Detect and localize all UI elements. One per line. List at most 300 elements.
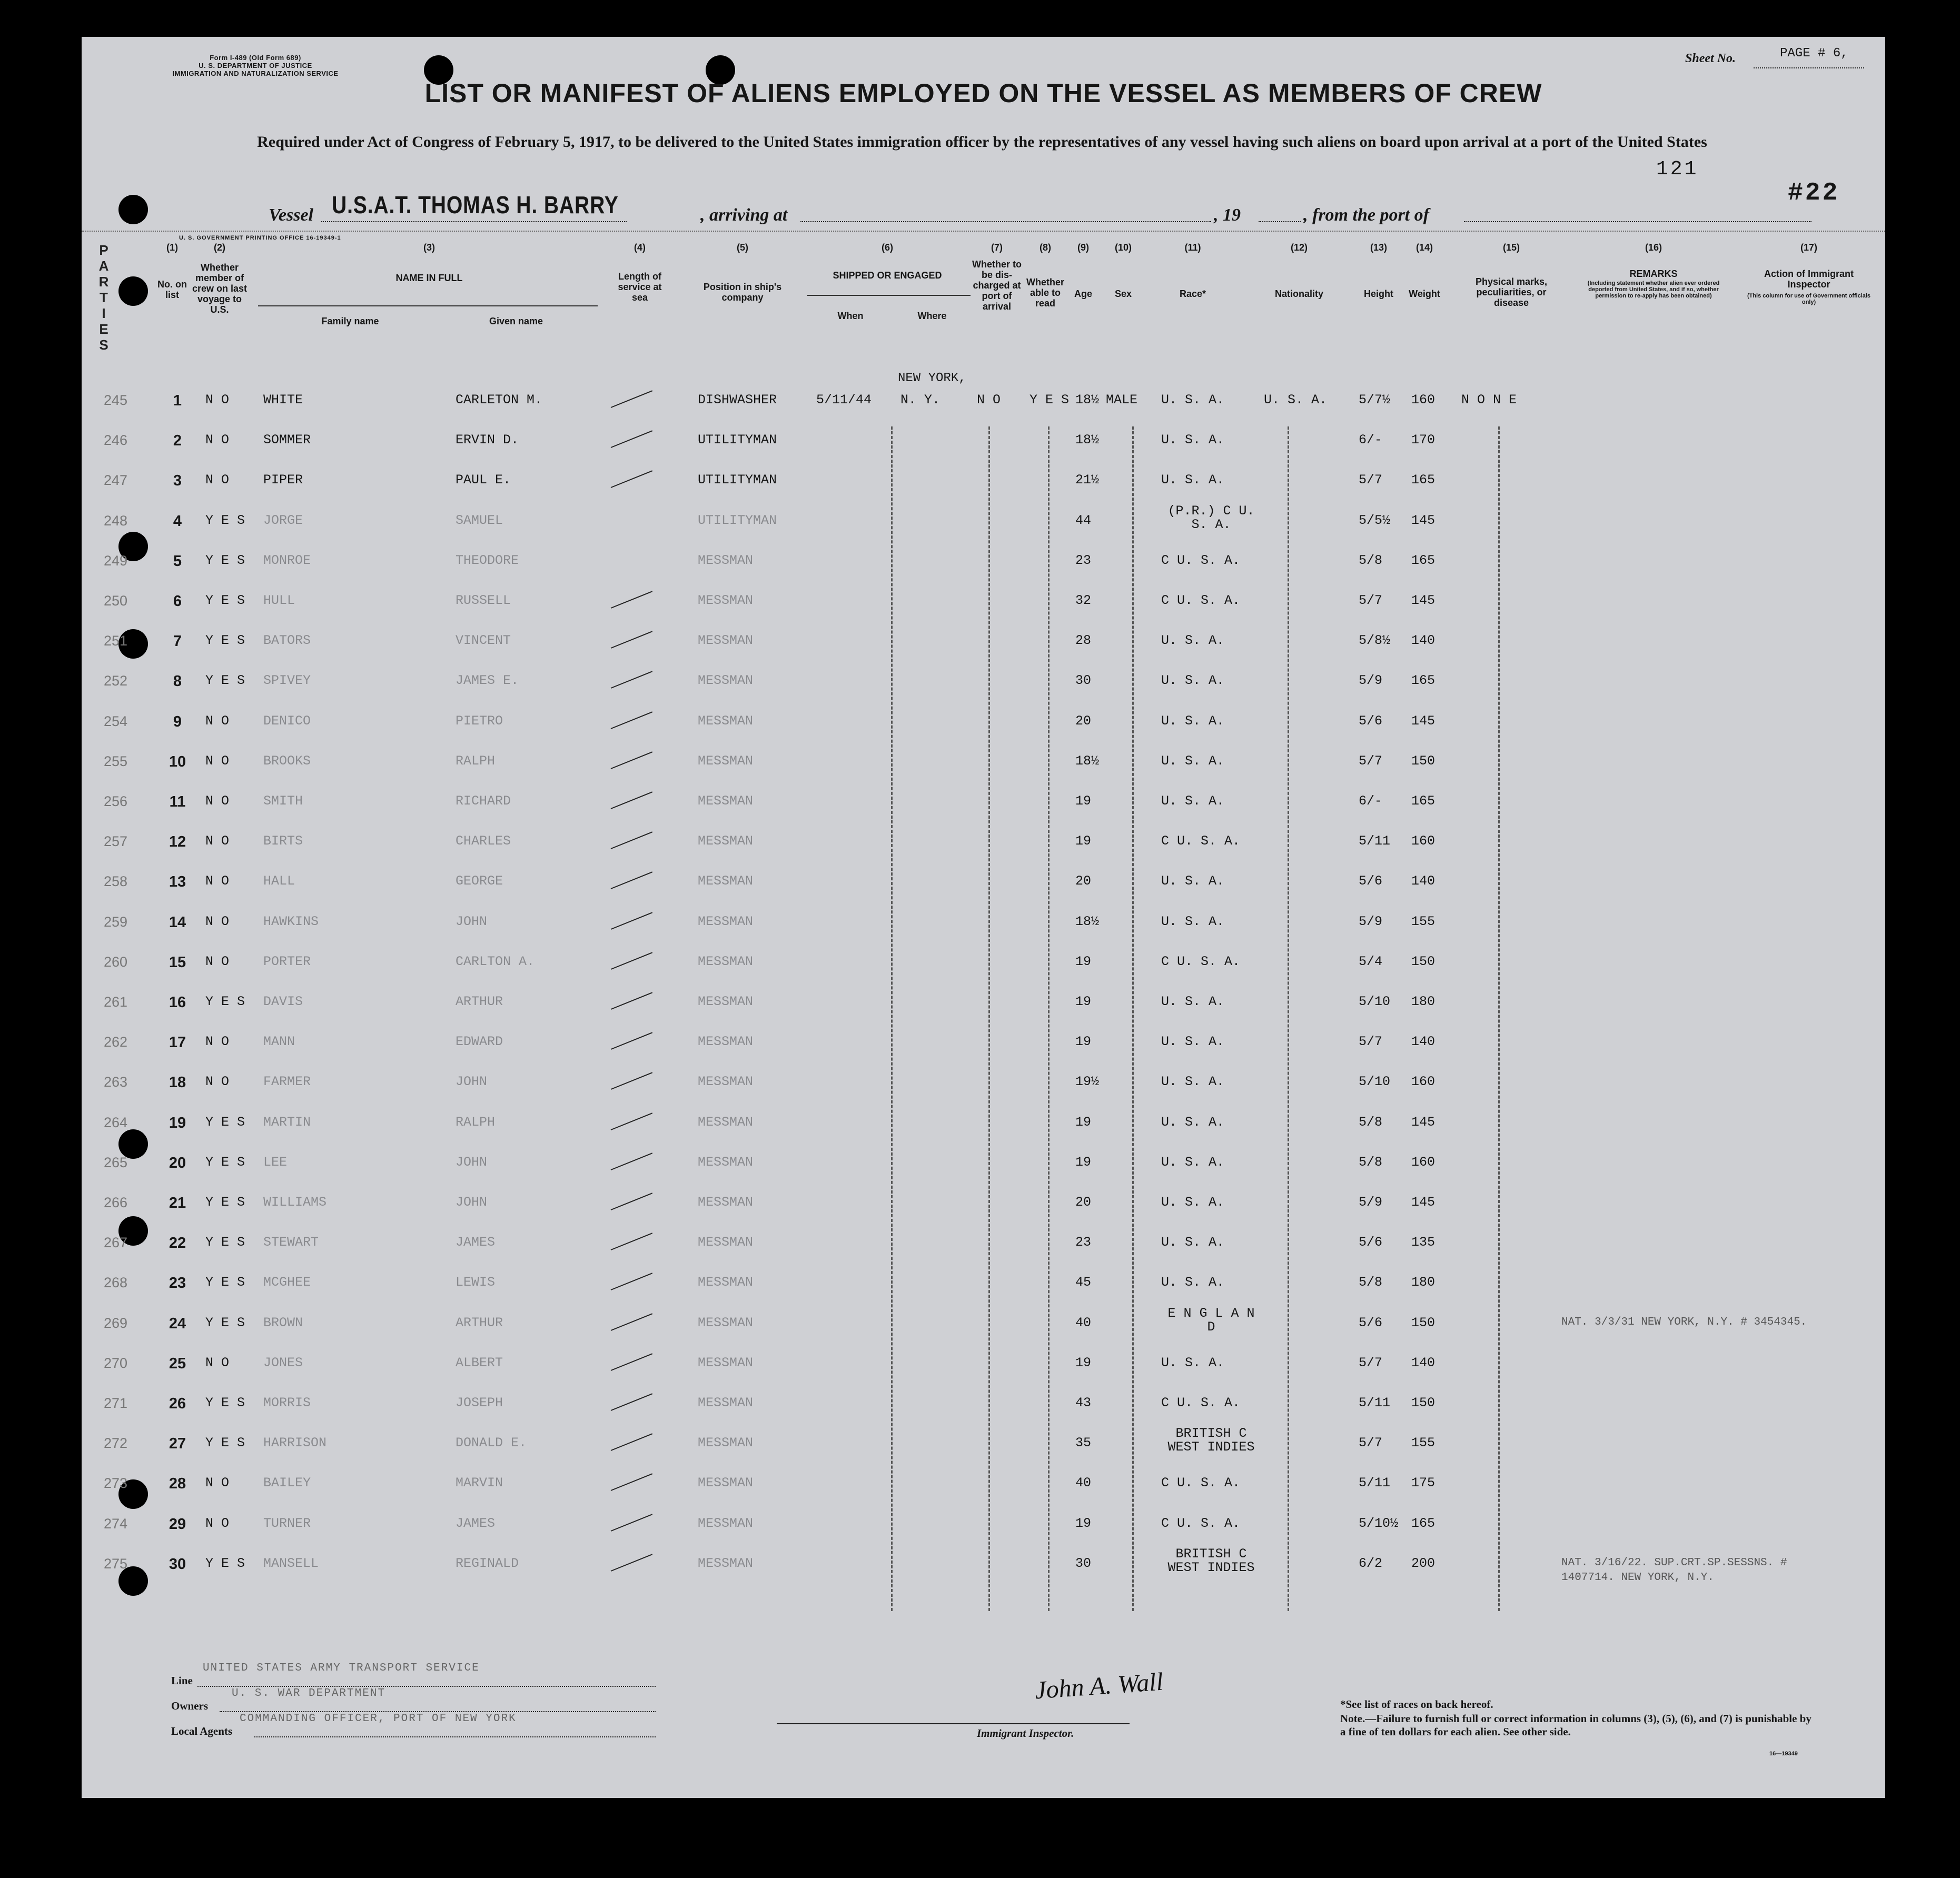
row-weight: 180 — [1411, 994, 1436, 1009]
row-race: U. S. A. — [1161, 873, 1225, 889]
row-given-name: RALPH — [456, 1114, 496, 1130]
row-age: 43 — [1075, 1395, 1092, 1410]
row-sequence-number: 256 — [104, 793, 128, 809]
table-row — [82, 392, 1885, 413]
service-length-mark — [611, 1433, 653, 1451]
row-age: 20 — [1075, 713, 1092, 729]
row-age: 30 — [1075, 1555, 1092, 1571]
row-position: MESSMAN — [698, 913, 754, 929]
row-height: 5/7 — [1359, 593, 1383, 608]
row-list-number: 17 — [169, 1034, 186, 1051]
sheet-line — [1754, 67, 1864, 68]
row-nationality: U. S. A. — [1264, 392, 1328, 408]
row-crew-last-voyage: Y E S — [205, 1435, 245, 1451]
row-position: MESSMAN — [698, 1355, 754, 1370]
row-crew-last-voyage: Y E S — [205, 1235, 245, 1250]
row-weight: 160 — [1411, 392, 1436, 408]
row-race: C U. S. A. — [1161, 1515, 1241, 1531]
row-height: 5/7 — [1359, 753, 1383, 769]
row-given-name: THEODORE — [456, 552, 519, 568]
row-sequence-number: 274 — [104, 1515, 128, 1532]
row-family-name: TURNER — [263, 1515, 311, 1531]
column-number: (11) — [1184, 242, 1201, 253]
row-position: MESSMAN — [698, 1195, 754, 1210]
where-header-note: NEW YORK, — [898, 371, 966, 385]
row-race: C U. S. A. — [1161, 593, 1241, 608]
column-number: (17) — [1800, 242, 1818, 253]
service-length-mark — [611, 1393, 653, 1411]
row-family-name: DAVIS — [263, 994, 303, 1009]
row-race: U. S. A. — [1161, 1114, 1225, 1130]
row-crew-last-voyage: N O — [205, 1074, 230, 1090]
row-sex: MALE — [1106, 392, 1138, 408]
row-list-number: 26 — [169, 1395, 186, 1412]
row-race: C U. S. A. — [1161, 953, 1241, 969]
from-port-label: , from the port of — [1303, 205, 1429, 225]
row-list-number: 1 — [173, 392, 182, 409]
row-family-name: FARMER — [263, 1074, 311, 1090]
column-number: (8) — [1040, 242, 1051, 253]
column-number: (14) — [1415, 242, 1433, 253]
row-given-name: ARTHUR — [456, 994, 503, 1009]
row-race: BRITISH C WEST INDIES — [1167, 1426, 1255, 1455]
row-height: 6/2 — [1359, 1555, 1383, 1571]
page-note: PAGE # 6, — [1780, 46, 1848, 61]
row-position: MESSMAN — [698, 873, 754, 889]
table-row — [82, 432, 1885, 453]
row-height: 5/4 — [1359, 953, 1383, 969]
row-position: MESSMAN — [698, 1395, 754, 1410]
row-sequence-number: 273 — [104, 1475, 128, 1492]
row-race: C U. S. A. — [1161, 833, 1241, 849]
local-agents-label: Local Agents — [171, 1725, 233, 1737]
service-length-mark — [611, 831, 653, 849]
header-no-on-list: No. on list — [157, 279, 187, 300]
row-weight: 150 — [1411, 1315, 1436, 1330]
row-height: 5/6 — [1359, 873, 1383, 889]
row-weight: 145 — [1411, 713, 1436, 729]
service-length-mark — [611, 1514, 653, 1532]
row-weight: 150 — [1411, 953, 1436, 969]
row-given-name: PIETRO — [456, 713, 503, 729]
penalty-note: Note.—Failure to furnish full or correct information in columns (3), (5), (6), and (7) is punishable by a fine of ten dollars for each alien. See other side. — [1340, 1712, 1811, 1738]
row-list-number: 3 — [173, 472, 182, 490]
header-age: Age — [1074, 289, 1092, 299]
table-row — [82, 503, 1885, 534]
row-given-name: JAMES — [456, 1515, 496, 1531]
table-row — [82, 1235, 1885, 1256]
header-nationality: Nationality — [1274, 289, 1323, 299]
row-list-number: 13 — [169, 873, 186, 891]
table-row — [82, 1155, 1885, 1176]
row-race: U. S. A. — [1161, 753, 1225, 769]
row-given-name: RALPH — [456, 753, 496, 769]
row-sequence-number: 268 — [104, 1275, 128, 1291]
row-family-name: MANSELL — [263, 1555, 319, 1571]
row-crew-last-voyage: N O — [205, 1034, 230, 1050]
table-row — [82, 954, 1885, 975]
row-sequence-number: 252 — [104, 673, 128, 689]
row-race: U. S. A. — [1161, 432, 1225, 448]
row-list-number: 21 — [169, 1195, 186, 1211]
row-given-name: RICHARD — [456, 793, 511, 809]
service-length-mark — [611, 591, 653, 609]
row-given-name: GEORGE — [456, 873, 503, 889]
header-physical-marks: Physical marks, peculiarities, or disease — [1475, 276, 1548, 308]
agents-value: COMMANDING OFFICER, PORT OF NEW YORK — [240, 1713, 517, 1725]
inspector-label: Immigrant Inspector. — [977, 1727, 1074, 1740]
printing-office-line: U. S. GOVERNMENT PRINTING OFFICE 16-19349-1 — [179, 235, 341, 241]
service-length-mark — [611, 992, 653, 1010]
row-race: C U. S. A. — [1161, 552, 1241, 568]
row-height: 5/7 — [1359, 1355, 1383, 1370]
year-label: , 19 — [1214, 205, 1241, 225]
row-physical-marks: N O N E — [1461, 392, 1517, 408]
row-position: MESSMAN — [698, 1555, 754, 1571]
row-race: U. S. A. — [1161, 1154, 1225, 1170]
row-height: 5/9 — [1359, 1195, 1383, 1210]
row-sequence-number: 246 — [104, 432, 128, 449]
row-crew-last-voyage: Y E S — [205, 673, 245, 689]
vessel-label: Vessel — [269, 205, 313, 225]
row-crew-last-voyage: N O — [205, 1515, 230, 1531]
form-number: Form I-489 (Old Form 689) — [210, 54, 301, 62]
row-given-name: PAUL E. — [456, 472, 511, 488]
row-race: C U. S. A. — [1161, 1395, 1241, 1410]
vessel-line — [269, 190, 1811, 226]
row-position: MESSMAN — [698, 593, 754, 608]
row-family-name: WILLIAMS — [263, 1195, 327, 1210]
table-row — [82, 833, 1885, 854]
punch-hole — [118, 195, 148, 224]
service-length-mark — [611, 631, 653, 649]
row-given-name: JOHN — [456, 1195, 488, 1210]
row-given-name: MARVIN — [456, 1475, 503, 1491]
row-age: 23 — [1075, 1235, 1092, 1250]
row-list-number: 15 — [169, 953, 186, 971]
service-length-mark — [611, 1554, 653, 1572]
row-age: 45 — [1075, 1275, 1092, 1290]
row-position: MESSMAN — [698, 1235, 754, 1250]
row-race: U. S. A. — [1161, 1034, 1225, 1050]
table-row — [82, 1275, 1885, 1296]
row-sequence-number: 264 — [104, 1114, 128, 1130]
row-sequence-number: 260 — [104, 953, 128, 970]
row-sequence-number: 262 — [104, 1034, 128, 1050]
row-given-name: ARTHUR — [456, 1315, 503, 1330]
column-number: (10) — [1114, 242, 1132, 253]
row-height: 5/6 — [1359, 1315, 1383, 1330]
row-height: 5/6 — [1359, 713, 1383, 729]
row-family-name: STEWART — [263, 1235, 319, 1250]
row-position: MESSMAN — [698, 793, 754, 809]
service-length-mark — [611, 1273, 653, 1291]
row-height: 5/10½ — [1359, 1515, 1399, 1531]
row-race: U. S. A. — [1161, 1074, 1225, 1090]
row-family-name: JORGE — [263, 512, 303, 528]
row-position: MESSMAN — [698, 1315, 754, 1330]
row-sequence-number: 245 — [104, 392, 128, 408]
row-family-name: BROWN — [263, 1315, 303, 1330]
row-given-name: ALBERT — [456, 1355, 503, 1370]
row-family-name: PORTER — [263, 953, 311, 969]
row-position: MESSMAN — [698, 1154, 754, 1170]
column-number: (12) — [1290, 242, 1308, 253]
table-row — [82, 1395, 1885, 1416]
row-crew-last-voyage: N O — [205, 713, 230, 729]
row-race: U. S. A. — [1161, 633, 1225, 649]
row-family-name: BROOKS — [263, 753, 311, 769]
row-weight: 145 — [1411, 593, 1436, 608]
row-sequence-number: 257 — [104, 833, 128, 850]
row-crew-last-voyage: Y E S — [205, 1315, 245, 1330]
row-crew-last-voyage: Y E S — [205, 1275, 245, 1290]
row-race: U. S. A. — [1161, 1235, 1225, 1250]
row-race: U. S. A. — [1161, 1355, 1225, 1370]
row-list-number: 8 — [173, 673, 182, 690]
manifest-sheet — [82, 37, 1885, 1798]
row-given-name: DONALD E. — [456, 1435, 527, 1451]
row-height: 5/8 — [1359, 1114, 1383, 1130]
row-position: MESSMAN — [698, 953, 754, 969]
row-list-number: 18 — [169, 1074, 186, 1091]
row-weight: 175 — [1411, 1475, 1436, 1491]
row-height: 5/9 — [1359, 673, 1383, 689]
row-discharged: N O — [977, 392, 1001, 408]
service-length-mark — [611, 751, 653, 769]
row-age: 19 — [1075, 1515, 1092, 1531]
service-length-mark — [611, 872, 653, 890]
row-height: 5/8 — [1359, 1275, 1383, 1290]
service-length-mark — [611, 1474, 653, 1492]
row-family-name: MORRIS — [263, 1395, 311, 1410]
row-age: 40 — [1075, 1475, 1092, 1491]
row-race: U. S. A. — [1161, 713, 1225, 729]
row-family-name: SMITH — [263, 793, 303, 809]
header-inspector-action: Action of Immigrant Inspector — [1764, 269, 1854, 290]
row-family-name: MANN — [263, 1034, 295, 1050]
header-race: Race* — [1179, 289, 1206, 299]
row-weight: 165 — [1411, 793, 1436, 809]
row-list-number: 2 — [173, 432, 182, 450]
header-shipped-engaged: SHIPPED OR ENGAGED — [833, 270, 942, 281]
row-weight: 145 — [1411, 512, 1436, 528]
owners-label: Owners — [171, 1700, 208, 1712]
row-age: 28 — [1075, 633, 1092, 649]
row-family-name: BAILEY — [263, 1475, 311, 1491]
row-sequence-number: 249 — [104, 552, 128, 569]
row-family-name: MCGHEE — [263, 1275, 311, 1290]
row-given-name: CARLETON M. — [456, 392, 543, 408]
row-list-number: 20 — [169, 1154, 186, 1171]
header-able-to-read: Whether able to read — [1026, 277, 1064, 309]
row-age: 18½ — [1075, 753, 1100, 769]
service-length-mark — [611, 1112, 653, 1130]
row-family-name: PIPER — [263, 472, 303, 488]
row-list-number: 28 — [169, 1475, 186, 1493]
row-given-name: JOHN — [456, 1154, 488, 1170]
row-weight: 160 — [1411, 833, 1436, 849]
cut-line — [82, 231, 1885, 232]
table-row — [82, 593, 1885, 614]
row-sequence-number: 265 — [104, 1154, 128, 1170]
row-list-number: 7 — [173, 633, 182, 650]
column-number: (6) — [882, 242, 893, 253]
handwritten-number: 121 — [1656, 158, 1699, 181]
row-crew-last-voyage: N O — [205, 953, 230, 969]
row-age: 44 — [1075, 512, 1092, 528]
row-sequence-number: 247 — [104, 472, 128, 489]
row-crew-last-voyage: Y E S — [205, 552, 245, 568]
row-height: 5/7½ — [1359, 392, 1391, 408]
table-row — [82, 1074, 1885, 1095]
row-height: 5/5½ — [1359, 512, 1391, 528]
row-position: MESSMAN — [698, 753, 754, 769]
row-crew-last-voyage: Y E S — [205, 1395, 245, 1410]
header-crew-last-voyage: Whether member of crew on last voyage to U.S. — [192, 262, 248, 315]
row-sequence-number: 263 — [104, 1074, 128, 1090]
row-family-name: MARTIN — [263, 1114, 311, 1130]
service-length-mark — [611, 1353, 653, 1371]
row-list-number: 10 — [169, 753, 186, 770]
row-given-name: JOSEPH — [456, 1395, 503, 1410]
row-position: UTILITYMAN — [698, 512, 777, 528]
table-row — [82, 914, 1885, 935]
form-identifier — [145, 54, 366, 77]
service-length-mark — [611, 952, 653, 970]
row-crew-last-voyage: N O — [205, 873, 230, 889]
row-position: UTILITYMAN — [698, 432, 777, 448]
table-row — [82, 753, 1885, 774]
row-age: 19 — [1075, 1355, 1092, 1370]
row-given-name: JAMES E. — [456, 673, 519, 689]
row-crew-last-voyage: N O — [205, 432, 230, 448]
row-list-number: 9 — [173, 713, 182, 730]
row-race: C U. S. A. — [1161, 1475, 1241, 1491]
column-number: (5) — [737, 242, 748, 253]
header-height: Height — [1364, 289, 1393, 299]
sheet-number — [1685, 46, 1869, 66]
table-row — [82, 673, 1885, 694]
row-height: 5/11 — [1359, 1395, 1391, 1410]
row-weight: 160 — [1411, 1074, 1436, 1090]
table-row — [82, 1546, 1885, 1584]
row-height: 5/6 — [1359, 1235, 1383, 1250]
row-crew-last-voyage: Y E S — [205, 512, 245, 528]
header-length-of-service: Length of service at sea — [618, 271, 662, 303]
row-list-number: 23 — [169, 1275, 186, 1292]
table-row — [82, 553, 1885, 574]
row-weight: 165 — [1411, 1515, 1436, 1531]
row-age: 19½ — [1075, 1074, 1100, 1090]
service-length-mark — [611, 1152, 653, 1170]
row-height: 5/7 — [1359, 1435, 1383, 1451]
table-row — [82, 1475, 1885, 1496]
row-age: 18½ — [1075, 392, 1100, 408]
header-when: When — [837, 311, 864, 321]
row-list-number: 27 — [169, 1435, 186, 1453]
row-shipped-where: N. Y. — [900, 392, 941, 408]
row-weight: 145 — [1411, 1195, 1436, 1210]
vessel-name: U.S.A.T. THOMAS H. BARRY — [332, 191, 619, 218]
row-family-name: JONES — [263, 1355, 303, 1370]
row-family-name: HARRISON — [263, 1435, 327, 1451]
row-age: 32 — [1075, 593, 1092, 608]
row-race: U. S. A. — [1161, 673, 1225, 689]
row-race: U. S. A. — [1161, 913, 1225, 929]
service-length-mark — [611, 471, 653, 489]
row-age: 18½ — [1075, 432, 1100, 448]
service-length-mark — [611, 1032, 653, 1050]
line-value: UNITED STATES ARMY TRANSPORT SERVICE — [203, 1662, 480, 1674]
row-remarks: NAT. 3/16/22. SUP.CRT.SP.SESSNS. # 1407714. NEW YORK, N.Y. — [1561, 1556, 1787, 1584]
row-family-name: LEE — [263, 1154, 288, 1170]
row-race: U. S. A. — [1161, 472, 1225, 488]
row-family-name: HALL — [263, 873, 295, 889]
row-age: 21½ — [1075, 472, 1100, 488]
row-position: MESSMAN — [698, 1475, 754, 1491]
row-crew-last-voyage: N O — [205, 472, 230, 488]
row-list-number: 11 — [169, 793, 186, 810]
row-weight: 140 — [1411, 1034, 1436, 1050]
row-height: 5/7 — [1359, 1034, 1383, 1050]
row-weight: 165 — [1411, 552, 1436, 568]
row-position: MESSMAN — [698, 1275, 754, 1290]
row-list-number: 6 — [173, 593, 182, 610]
row-height: 5/8 — [1359, 552, 1383, 568]
row-sequence-number: 271 — [104, 1395, 128, 1411]
column-number: (16) — [1645, 242, 1662, 253]
row-given-name: JOHN — [456, 913, 488, 929]
service-length-mark — [611, 390, 653, 408]
row-list-number: 4 — [173, 512, 182, 530]
service-length-mark — [611, 912, 653, 930]
row-crew-last-voyage: N O — [205, 753, 230, 769]
row-family-name: BIRTS — [263, 833, 303, 849]
row-age: 19 — [1075, 1154, 1092, 1170]
margin-letters: P A R T I E S — [98, 242, 109, 353]
row-crew-last-voyage: N O — [205, 392, 230, 408]
row-family-name: SPIVEY — [263, 673, 311, 689]
service: IMMIGRATION AND NATURALIZATION SERVICE — [172, 69, 339, 77]
row-crew-last-voyage: Y E S — [205, 1195, 245, 1210]
row-height: 5/11 — [1359, 1475, 1391, 1491]
row-crew-last-voyage: N O — [205, 1355, 230, 1370]
inspector-signature: John A. Wall — [1034, 1667, 1164, 1705]
stamp-number: #22 — [1788, 179, 1840, 207]
row-list-number: 30 — [169, 1555, 186, 1573]
row-height: 5/11 — [1359, 833, 1391, 849]
column-number: (3) — [423, 242, 435, 253]
row-age: 19 — [1075, 994, 1092, 1009]
row-position: MESSMAN — [698, 633, 754, 649]
form-code: 16—19349 — [1769, 1751, 1798, 1757]
row-age: 23 — [1075, 552, 1092, 568]
row-list-number: 14 — [169, 913, 186, 931]
row-age: 20 — [1075, 873, 1092, 889]
row-weight: 155 — [1411, 1435, 1436, 1451]
row-age: 19 — [1075, 1034, 1092, 1050]
row-race: U. S. A. — [1161, 1195, 1225, 1210]
row-given-name: REGINALD — [456, 1555, 519, 1571]
row-crew-last-voyage: Y E S — [205, 633, 245, 649]
service-length-mark — [611, 711, 653, 729]
row-height: 6/- — [1359, 793, 1383, 809]
row-list-number: 25 — [169, 1355, 186, 1372]
row-list-number: 16 — [169, 994, 186, 1011]
row-weight: 165 — [1411, 673, 1436, 689]
row-weight: 140 — [1411, 633, 1436, 649]
